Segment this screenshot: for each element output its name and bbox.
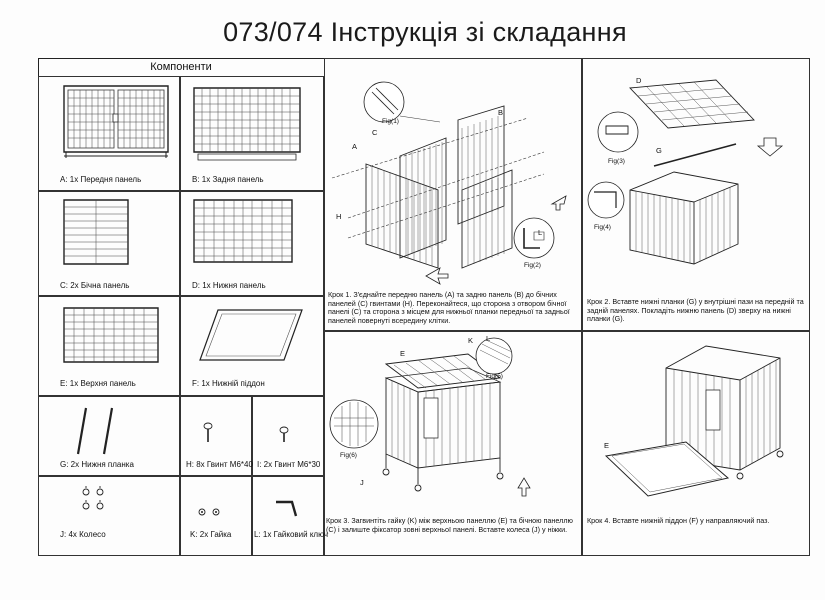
component-label-d: D: 1x Нижня панель <box>192 281 266 290</box>
page-title: 073/074 Інструкція зі складання <box>223 17 627 47</box>
step1-drawing <box>328 78 578 278</box>
back-panel-drawing <box>192 86 304 166</box>
step3-text: Крок 3. Загвинтіть гайку (K) між верхньою панеллю (E) та бічною панеллю (C) і залиште фіксатор зовні верхньої панелі. Вставте колеса (J) у ніжки. <box>326 516 573 534</box>
bottom-bar-drawing <box>72 404 132 458</box>
step1-label-l: L <box>538 228 543 237</box>
step2-drawing <box>586 74 808 278</box>
component-label-f: F: 1x Нижній піддон <box>192 379 265 388</box>
component-label-g: G: 2x Нижня планка <box>60 460 134 469</box>
component-label-l: L: 1x Гайковий ключ <box>254 530 329 539</box>
step3-drawing <box>328 338 578 508</box>
step1-label-h: H <box>336 212 342 221</box>
step4-drawing <box>596 338 802 508</box>
component-label-e: E: 1x Верхня панель <box>60 379 136 388</box>
fig3-label: Fig(3) <box>608 158 625 165</box>
components-heading: Компоненти <box>38 58 324 77</box>
fig1-label: Fig(1) <box>382 118 399 125</box>
nuts-drawing <box>196 506 226 518</box>
step2-text: Крок 2. Вставте нижні планки (G) у внутрішні пази на передній та задній панелях. Покладіть нижню панель (D) зверху на нижні планки (G). <box>587 297 804 324</box>
wrench-drawing <box>272 496 302 522</box>
component-label-b: B: 1x Задня панель <box>192 175 264 184</box>
tray-drawing <box>196 308 306 364</box>
step1-label-b: B <box>498 108 504 117</box>
step2-label-d: D <box>636 76 642 85</box>
screw-m6-30-drawing <box>276 426 296 446</box>
wheels-drawing <box>78 486 118 516</box>
side-panel-drawing <box>62 198 132 268</box>
step4-label-e: E <box>604 441 610 450</box>
step1-label-c: C <box>372 128 378 137</box>
component-label-c: C: 2x Бічна панель <box>60 281 130 290</box>
front-panel-drawing <box>62 84 170 164</box>
component-label-k: K: 2x Гайка <box>190 530 232 539</box>
step2-label-g: G <box>656 146 662 155</box>
step1-label-a: A <box>352 142 358 151</box>
step3-label-k: K <box>468 336 474 345</box>
top-panel-drawing <box>62 306 162 366</box>
component-label-h: H: 8x Гвинт M6*40 <box>186 460 253 469</box>
step3-label-e: E <box>400 349 406 358</box>
fig5-label: Fig(5) <box>486 373 503 380</box>
step1-text: Крок 1. З'єднайте передню панель (A) та задню панель (B) до бічних панелей (C) гвинтами (H). Переконайтеся, що сторона з отвором бічної панелі (C) та сторона з місцем для нижньої планки передньої та задньої панелей повернуті всередину клітки. <box>328 290 570 325</box>
fig4-label: Fig(4) <box>594 224 611 231</box>
step4-text: Крок 4. Вставте нижній піддон (F) у направляючий паз. <box>587 516 770 525</box>
step3-label-l: L <box>486 334 491 343</box>
component-label-a: A: 1x Передня панель <box>60 175 142 184</box>
component-label-j: J: 4x Колесо <box>60 530 106 539</box>
bottom-panel-drawing <box>192 198 296 268</box>
component-label-i: I: 2x Гвинт M6*30 <box>257 460 321 469</box>
screw-m6-40-drawing <box>200 422 220 446</box>
step3-label-j: J <box>360 478 364 487</box>
fig2-label: Fig(2) <box>524 262 541 269</box>
fig6-label: Fig(6) <box>340 452 357 459</box>
